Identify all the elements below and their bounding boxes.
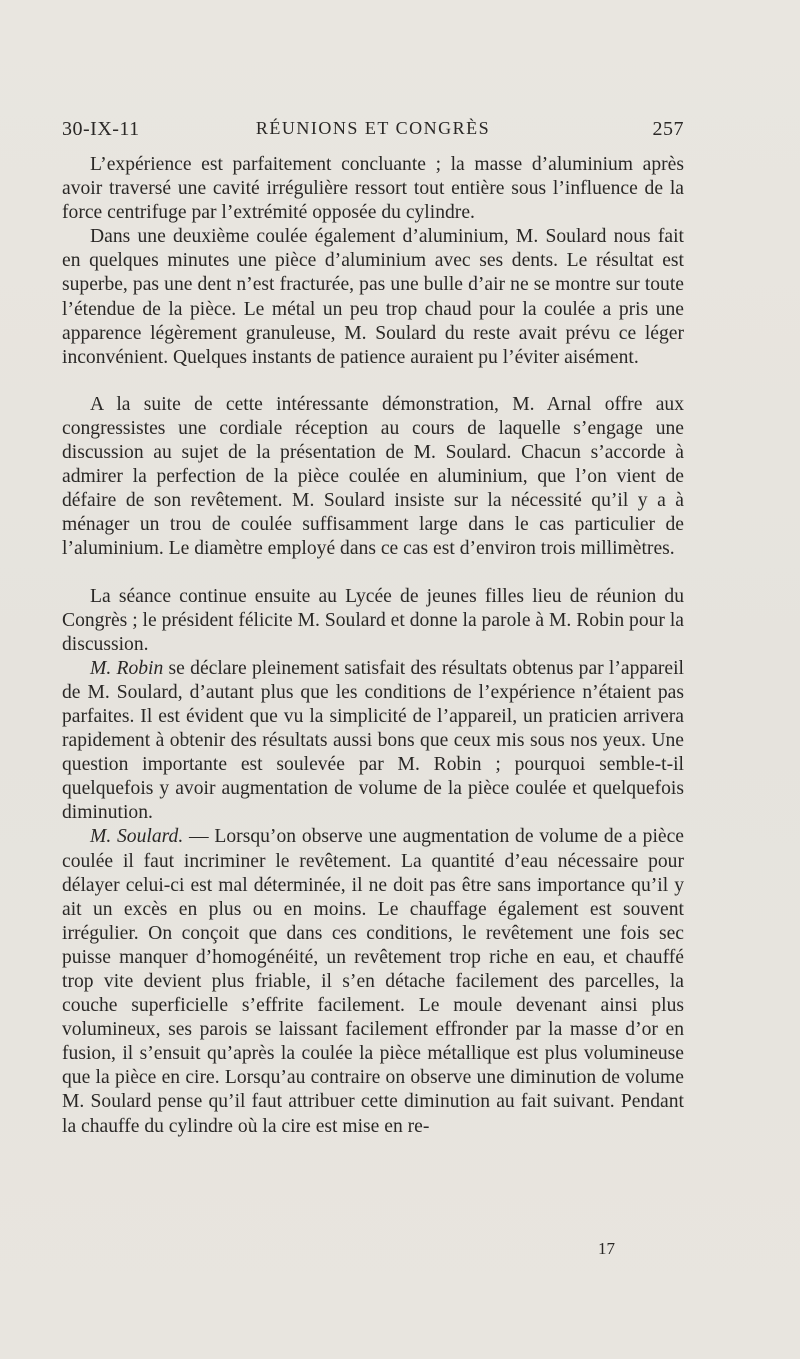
signature-mark: 17 xyxy=(598,1239,615,1258)
page-body xyxy=(62,153,684,1139)
paragraph-4: La séance continue ensuite au Lycée de jeunes filles lieu de réunion du Congrès ; le président félicite M. Soulard et donne la parole à M. Robin pour la discussion. xyxy=(62,585,684,655)
speaker-robin: M. Robin xyxy=(90,657,164,679)
paragraph-1: L’expérience est parfaitement concluante ; la masse d’aluminium après avoir traversé une cavité irrégulière ressort tout entière sous l’influence de la force centrifuge par l’extrémité opposée du cylindre. xyxy=(62,154,684,224)
speaker-soulard: M. Soulard. xyxy=(90,826,184,848)
header-date: 30-IX-11 xyxy=(62,118,140,140)
paragraph-5-text: se déclare pleinement satisfait des résultats obtenus par l’appareil de M. Soulard, d’autant plus que les conditions de l’expérience n’étaient pas parfaites. Il est évident que vu la simplicité de l’appareil, un praticien arrivera rapidement à obtenir des résultats aussi bons que ceux mis sous nos yeux. Une question importante est soulevée par M. Robin ; pourquoi semble-t-il quelquefois y avoir augmentation de volume de la pièce coulée et quelquefois diminution. xyxy=(62,657,684,824)
paragraph-3: A la suite de cette intéressante démonstration, M. Arnal offre aux congressistes une cordiale réception au cours de laquelle s’engage une discussion au sujet de la présentation de M. Soulard. Chacun s’accorde à admirer la perfection de la pièce coulée en aluminium, que l’on vient de défaire de son revêtement. M. Soulard insiste sur la nécessité qu’il y a à ménager un trou de coulée suffisamment large dans le cas particulier de l’aluminium. Le diamètre employé dans ce cas est d’environ trois millimètres. xyxy=(62,393,684,560)
paragraph-5 xyxy=(62,657,684,826)
paragraph-2: Dans une deuxième coulée également d’aluminium, M. Soulard nous fait en quelques minutes une pièce d’aluminium avec ses dents. Le résultat est superbe, pas une dent n’est fracturée, pas une bulle d’air ne se montre sur toute l’étendue de la pièce. Le métal un peu trop chaud pour la coulée a pris une apparence légèrement granuleuse, M. Soulard du reste avait prévu ce léger inconvénient. Quelques instants de patience auraient pu l’éviter aisément. xyxy=(62,226,684,368)
header-title: RÉUNIONS ET CONGRÈS xyxy=(255,118,491,138)
running-header xyxy=(62,118,684,152)
page-number: 257 xyxy=(652,118,684,140)
paragraph-6 xyxy=(62,825,684,1138)
paragraph-6-text: — Lorsqu’on observe une augmentation de volume de a pièce coulée il faut incriminer le revêtement. La quantité d’eau nécessaire pour délayer celui-ci est mal déterminée, il ne doit pas être sans importance qu’il y ait un excès en plus ou en moins. Le chauffage également est souvent irrégulier. On conçoit que dans ces conditions, le revêtement une fois sec puisse manquer d’homogénéité, un revêtement trop riche en eau, et chauffé trop vite devient plus friable, il s’en détache facilement des parcelles, la couche superficielle s’effrite facilement. Le moule devenant ainsi plus volumineux, ses parois se laissant facilement effronder par la masse d’or en fusion, il s’ensuit qu’après la coulée la pièce métallique est plus volumineuse que la pièce en cire. Lorsqu’au contraire on observe une diminution de volume M. Soulard pense qu’il faut attribuer cette diminution au fait suivant. Pendant la chauffe du cylindre où la cire est mise en re- xyxy=(62,826,684,1137)
